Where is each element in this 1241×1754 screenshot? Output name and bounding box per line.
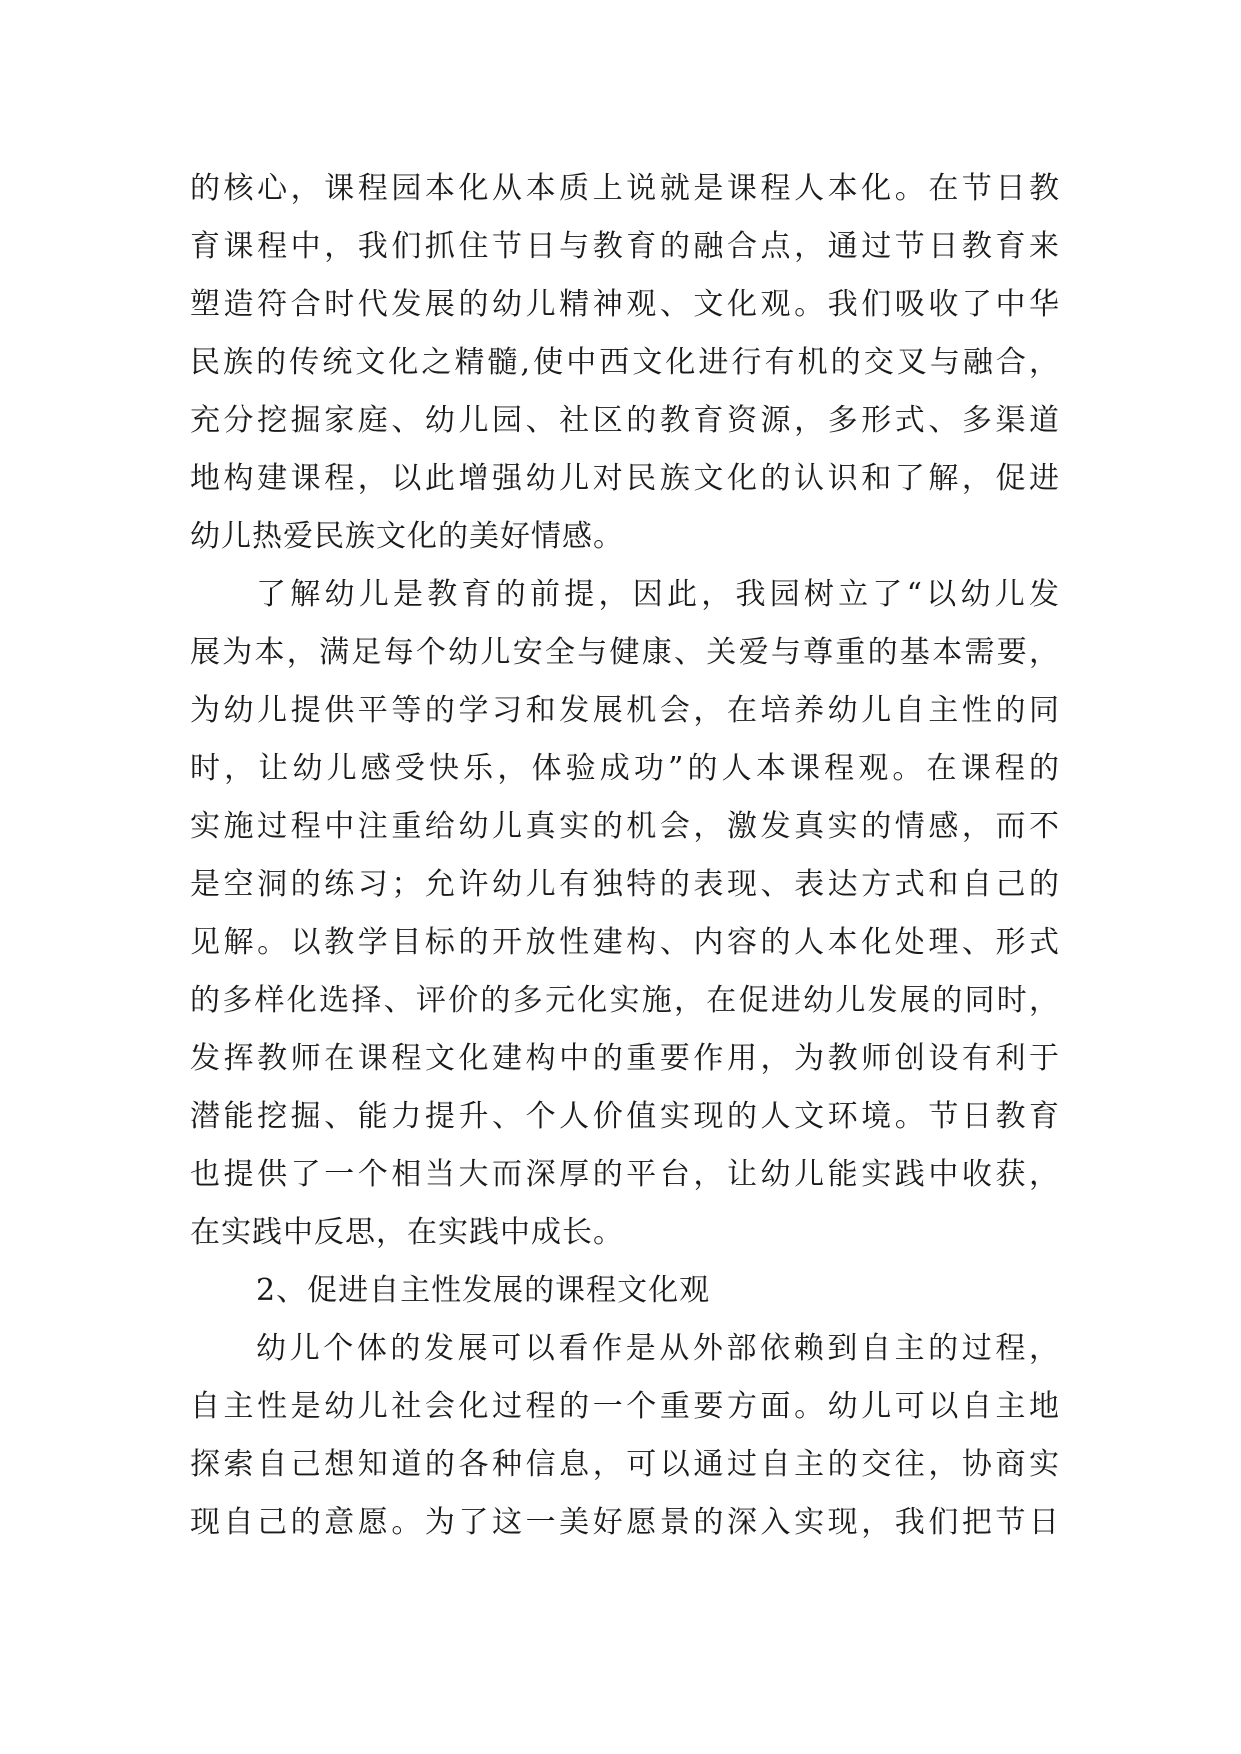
text-line: 发挥教师在课程文化建构中的重要作用，为教师创设有利于 [190,1041,1060,1076]
text-line: 探索自己想知道的各种信息，可以通过自主的交往，协商实 [190,1447,1060,1482]
text-line: 地构建课程，以此增强幼儿对民族文化的认识和了解，促进 [190,461,1060,496]
text-line: 幼儿热爱民族文化的美好情感。 [190,519,624,554]
paragraph [190,1320,1060,1552]
paragraph [190,566,1060,1262]
text-line: 育课程中，我们抓住节日与教育的融合点，通过节日教育来 [190,229,1060,264]
text-line: 的核心，课程园本化从本质上说就是课程人本化。在节日教 [190,171,1060,206]
paragraph [190,160,1060,566]
text-line: 见解。以教学目标的开放性建构、内容的人本化处理、形式 [190,925,1060,960]
text-line: 现自己的意愿。为了这一美好愿景的深入实现，我们把节日 [190,1505,1060,1540]
text-line: 民族的传统文化之精髓,使中西文化进行有机的交叉与融合， [190,345,1060,380]
text-line: 为幼儿提供平等的学习和发展机会，在培养幼儿自主性的同 [190,693,1060,728]
text-line: 也提供了一个相当大而深厚的平台，让幼儿能实践中收获， [190,1157,1060,1192]
text-line: 塑造符合时代发展的幼儿精神观、文化观。我们吸收了中华 [190,287,1060,322]
section-heading-text: 2、促进自主性发展的课程文化观 [256,1273,711,1308]
text-line: 自主性是幼儿社会化过程的一个重要方面。幼儿可以自主地 [190,1389,1060,1424]
text-line: 是空洞的练习；允许幼儿有独特的表现、表达方式和自己的 [190,867,1060,902]
text-line: 在实践中反思，在实践中成长。 [190,1215,624,1250]
text-line: 的多样化选择、评价的多元化实施，在促进幼儿发展的同时， [190,983,1060,1018]
text-line: 时，让幼儿感受快乐，体验成功”的人本课程观。在课程的 [190,751,1060,786]
text-line: 实施过程中注重给幼儿真实的机会，激发真实的情感，而不 [190,809,1060,844]
text-line: 充分挖掘家庭、幼儿园、社区的教育资源，多形式、多渠道 [190,403,1060,438]
text-line: 展为本，满足每个幼儿安全与健康、关爱与尊重的基本需要， [190,635,1060,670]
section-heading [190,1262,1060,1320]
text-line: 潜能挖掘、能力提升、个人价值实现的人文环境。节日教育 [190,1099,1060,1134]
text-line: 幼儿个体的发展可以看作是从外部依赖到自主的过程， [256,1331,1060,1366]
text-line: 了解幼儿是教育的前提，因此，我园树立了“以幼儿发 [256,577,1060,612]
document-body [190,160,1060,1552]
